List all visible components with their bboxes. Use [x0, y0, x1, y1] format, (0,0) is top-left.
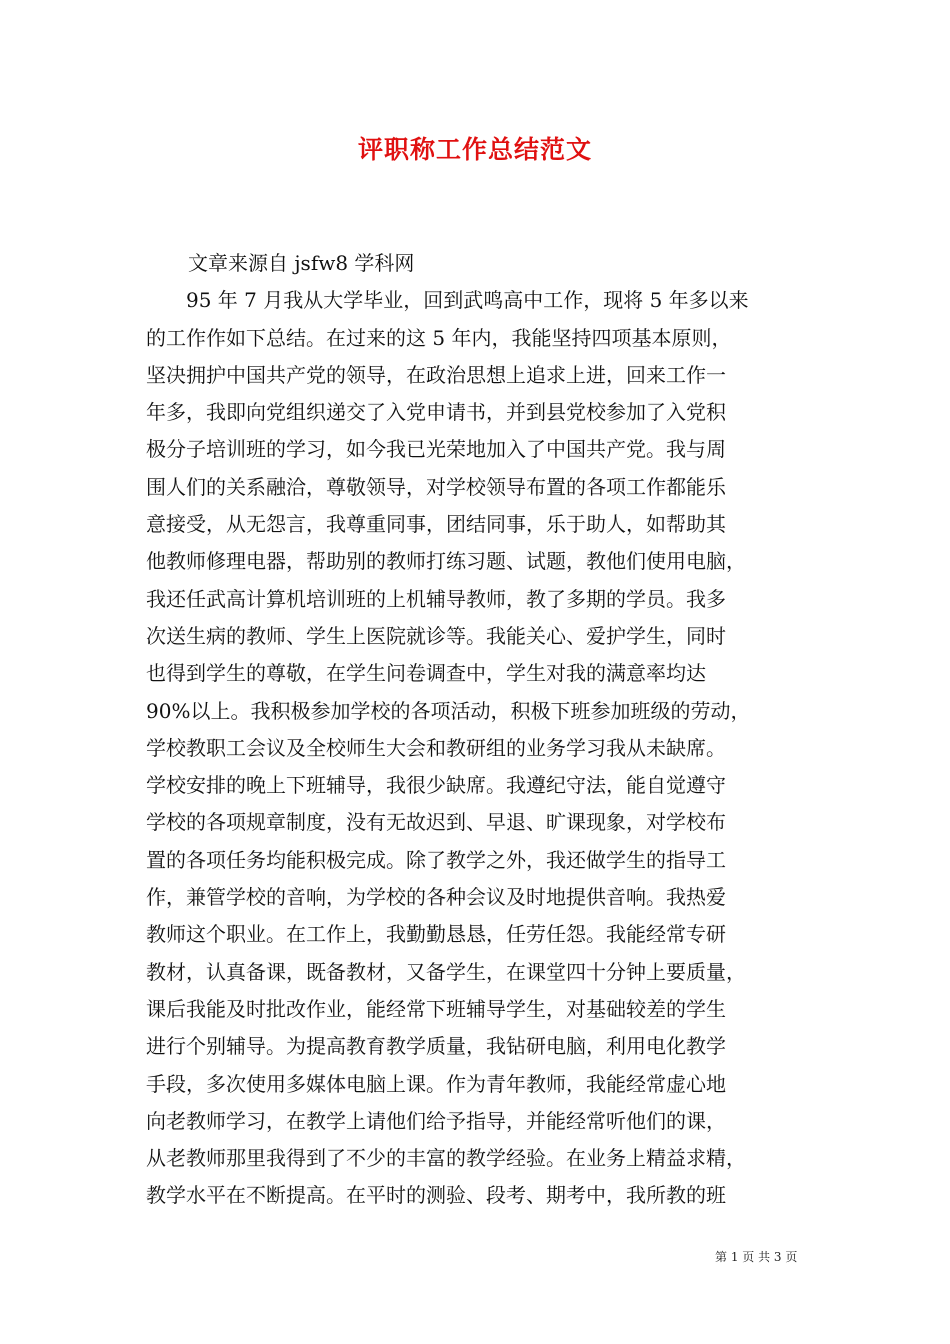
text-line: 作，兼管学校的音响，为学校的各种会议及时地提供音响。我热爱 [146, 885, 726, 910]
text-line: 的工作作如下总结。在过来的这 5 年内，我能坚持四项基本原则， [146, 325, 732, 350]
text-line: 学校的各项规章制度，没有无故迟到、早退、旷课现象，对学校布 [146, 810, 726, 835]
text-line: 围人们的关系融洽，尊敬领导，对学校领导布置的各项工作都能乐 [146, 474, 726, 499]
source-line: 文章来源自 jsfw8 学科网 [188, 251, 415, 275]
text-line: 手段，多次使用多媒体电脑上课。作为青年教师，我能经常虚心地 [146, 1071, 726, 1096]
text-line: 向老教师学习，在教学上请他们给予指导，并能经常听他们的课， [146, 1108, 726, 1133]
text-line: 进行个别辅导。为提高教育教学质量，我钻研电脑，利用电化教学 [146, 1034, 726, 1059]
body-paragraph [146, 282, 830, 1214]
text-line: 置的各项任务均能积极完成。除了教学之外，我还做学生的指导工 [146, 847, 726, 872]
text-line: 教材，认真备课，既备教材，又备学生，在课堂四十分钟上要质量， [146, 959, 746, 984]
page-number-footer: 第 1 页 共 3 页 [715, 1250, 798, 1264]
text-line: 学校安排的晚上下班辅导，我很少缺席。我遵纪守法，能自觉遵守 [146, 773, 726, 798]
text-line: 他教师修理电器，帮助别的教师打练习题、试题，教他们使用电脑， [146, 549, 746, 574]
text-line: 教师这个职业。在工作上，我勤勤恳恳，任劳任怨。我能经常专研 [146, 922, 726, 947]
page-title: 评职称工作总结范文 [357, 135, 592, 164]
text-line: 教学水平在不断提高。在平时的测验、段考、期考中，我所教的班 [146, 1183, 726, 1208]
text-line: 次送生病的教师、学生上医院就诊等。我能关心、爱护学生，同时 [146, 623, 726, 648]
text-line: 极分子培训班的学习，如今我已光荣地加入了中国共产党。我与周 [146, 437, 726, 462]
text-line: 课后我能及时批改作业，能经常下班辅导学生，对基础较差的学生 [146, 996, 726, 1021]
text-line: 也得到学生的尊敬，在学生问卷调查中，学生对我的满意率均达 [146, 661, 706, 686]
text-line: 坚决拥护中国共产党的领导，在政治思想上追求上进，回来工作一 [146, 362, 726, 387]
article-body [146, 245, 830, 1215]
text-line: 意接受，从无怨言，我尊重同事，团结同事，乐于助人，如帮助其 [146, 512, 726, 537]
text-line: 95 年 7 月我从大学毕业，回到武鸣高中工作，现将 5 年多以来 [146, 288, 749, 313]
text-line: 从老教师那里我得到了不少的丰富的教学经验。在业务上精益求精， [146, 1146, 746, 1171]
text-line: 我还任武高计算机培训班的上机辅导教师，教了多期的学员。我多 [146, 586, 726, 611]
text-line: 学校教职工会议及全校师生大会和教研组的业务学习我从未缺席。 [146, 735, 726, 760]
text-line: 年多，我即向党组织递交了入党申请书，并到县党校参加了入党积 [146, 400, 726, 425]
text-line: 90%以上。我积极参加学校的各项活动，积极下班参加班级的劳动， [146, 698, 751, 723]
